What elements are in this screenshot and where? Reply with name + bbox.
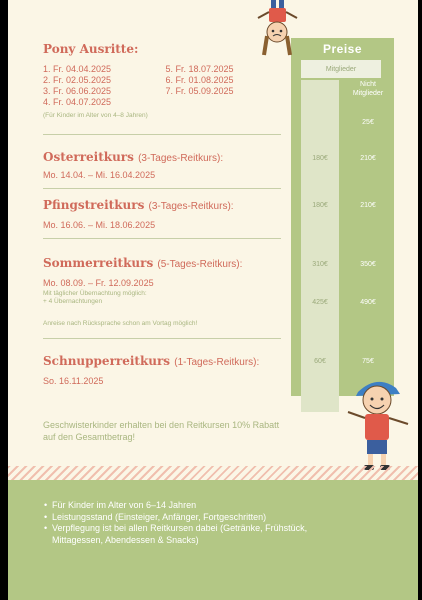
pony-price-non-members: 25€ bbox=[362, 119, 374, 126]
price-column bbox=[291, 38, 394, 396]
pony-date: 1. Fr. 04.04.2025 bbox=[43, 64, 112, 74]
trial-course-title bbox=[43, 354, 259, 368]
summer-overnight-count: + 4 Übernachtungen bbox=[43, 298, 103, 305]
list-item: • Für Kinder im Alter von 6–14 Jahren bbox=[44, 500, 307, 512]
trial-price-members: 60€ bbox=[314, 358, 326, 365]
summer-course-dates: Mo. 08.09. – Fr. 12.09.2025 bbox=[43, 278, 154, 288]
summer-overnight-price-members: 425€ bbox=[312, 299, 328, 306]
summer-overnight-price-non-members: 490€ bbox=[360, 299, 376, 306]
members-column-header: Mitglieder bbox=[301, 60, 381, 78]
easter-course-title bbox=[43, 150, 223, 164]
summer-course-type: (5-Tages-Reitkurs): bbox=[157, 259, 243, 270]
easter-price-members: 180€ bbox=[312, 155, 328, 162]
flyer-page bbox=[8, 0, 418, 600]
pentecost-course-name: Pfingstreitkurs bbox=[43, 198, 145, 212]
pentecost-course-dates: Mo. 16.06. – Mi. 18.06.2025 bbox=[43, 220, 156, 230]
discount-line: auf den Gesamtbetrag! bbox=[43, 432, 136, 442]
easter-course-dates: Mo. 14.04. – Mi. 16.04.2025 bbox=[43, 170, 156, 180]
pony-date: 4. Fr. 04.07.2025 bbox=[43, 97, 112, 107]
pony-title: Pony Ausritte: bbox=[43, 42, 139, 56]
prices-title: Preise bbox=[322, 42, 363, 56]
pentecost-course-type: (3-Tages-Reitkurs): bbox=[148, 201, 234, 212]
list-item: • Verpflegung ist bei allen Reitkursen dabei (Getränke, Frühstück, bbox=[44, 523, 307, 535]
trial-course-type: (1-Tages-Reitkurs): bbox=[174, 357, 260, 368]
non-members-header-line1: Nicht bbox=[360, 81, 376, 88]
info-footer bbox=[8, 480, 418, 600]
sibling-discount-note bbox=[43, 419, 343, 443]
non-members-column-header bbox=[349, 80, 387, 108]
separator bbox=[43, 134, 281, 135]
separator bbox=[43, 238, 281, 239]
summer-course-name: Sommerreitkurs bbox=[43, 256, 154, 270]
pony-date: 7. Fr. 05.09.2025 bbox=[165, 86, 234, 96]
non-members-header-line2: Mitglieder bbox=[352, 90, 384, 97]
easter-price-non-members: 210€ bbox=[360, 155, 376, 162]
list-item: Mittagessen, Abendessen & Snacks) bbox=[52, 534, 199, 545]
summer-price-members: 310€ bbox=[312, 261, 328, 268]
girl-cartoon-icon bbox=[254, 0, 300, 58]
pony-date: 2. Fr. 02.05.2025 bbox=[43, 75, 112, 85]
separator bbox=[43, 338, 281, 339]
pony-date-row bbox=[43, 75, 288, 86]
trial-course-date: So. 16.11.2025 bbox=[43, 376, 104, 386]
summer-arrival-note: Anreise nach Rücksprache schon am Vortag möglich! bbox=[43, 320, 198, 327]
pony-date bbox=[166, 97, 289, 108]
pony-dates-grid bbox=[43, 64, 288, 108]
boy-cartoon-icon bbox=[340, 372, 414, 472]
trial-price-non-members: 75€ bbox=[362, 358, 374, 365]
info-bullet-list bbox=[44, 500, 307, 546]
easter-course-name: Osterreitkurs bbox=[43, 150, 134, 164]
pony-age-note: (Für Kinder im Alter von 4–8 Jahren) bbox=[43, 112, 148, 119]
summer-price-non-members: 350€ bbox=[360, 261, 376, 268]
list-item: • Leistungsstand (Einsteiger, Anfänger, Fortgeschritten) bbox=[44, 512, 307, 524]
pony-date: 6. Fr. 01.08.2025 bbox=[165, 75, 234, 85]
pony-date-row bbox=[43, 86, 288, 97]
easter-course-type: (3-Tages-Reitkurs): bbox=[138, 153, 224, 164]
pony-date: 3. Fr. 06.06.2025 bbox=[43, 86, 112, 96]
discount-line: Geschwisterkinder erhalten bei den Reitkursen 10% Rabatt bbox=[43, 420, 280, 430]
pentecost-price-members: 180€ bbox=[312, 202, 328, 209]
pentecost-course-title bbox=[43, 198, 234, 212]
summer-overnight-note: Mit täglicher Übernachtung möglich: bbox=[43, 290, 147, 297]
pony-date: 5. Fr. 18.07.2025 bbox=[165, 64, 234, 74]
pentecost-price-non-members: 210€ bbox=[360, 202, 376, 209]
summer-course-title bbox=[43, 256, 242, 270]
trial-course-name: Schnupperreitkurs bbox=[43, 354, 171, 368]
pony-date-row bbox=[43, 97, 288, 108]
pony-date-row bbox=[43, 64, 288, 75]
separator bbox=[43, 188, 281, 189]
